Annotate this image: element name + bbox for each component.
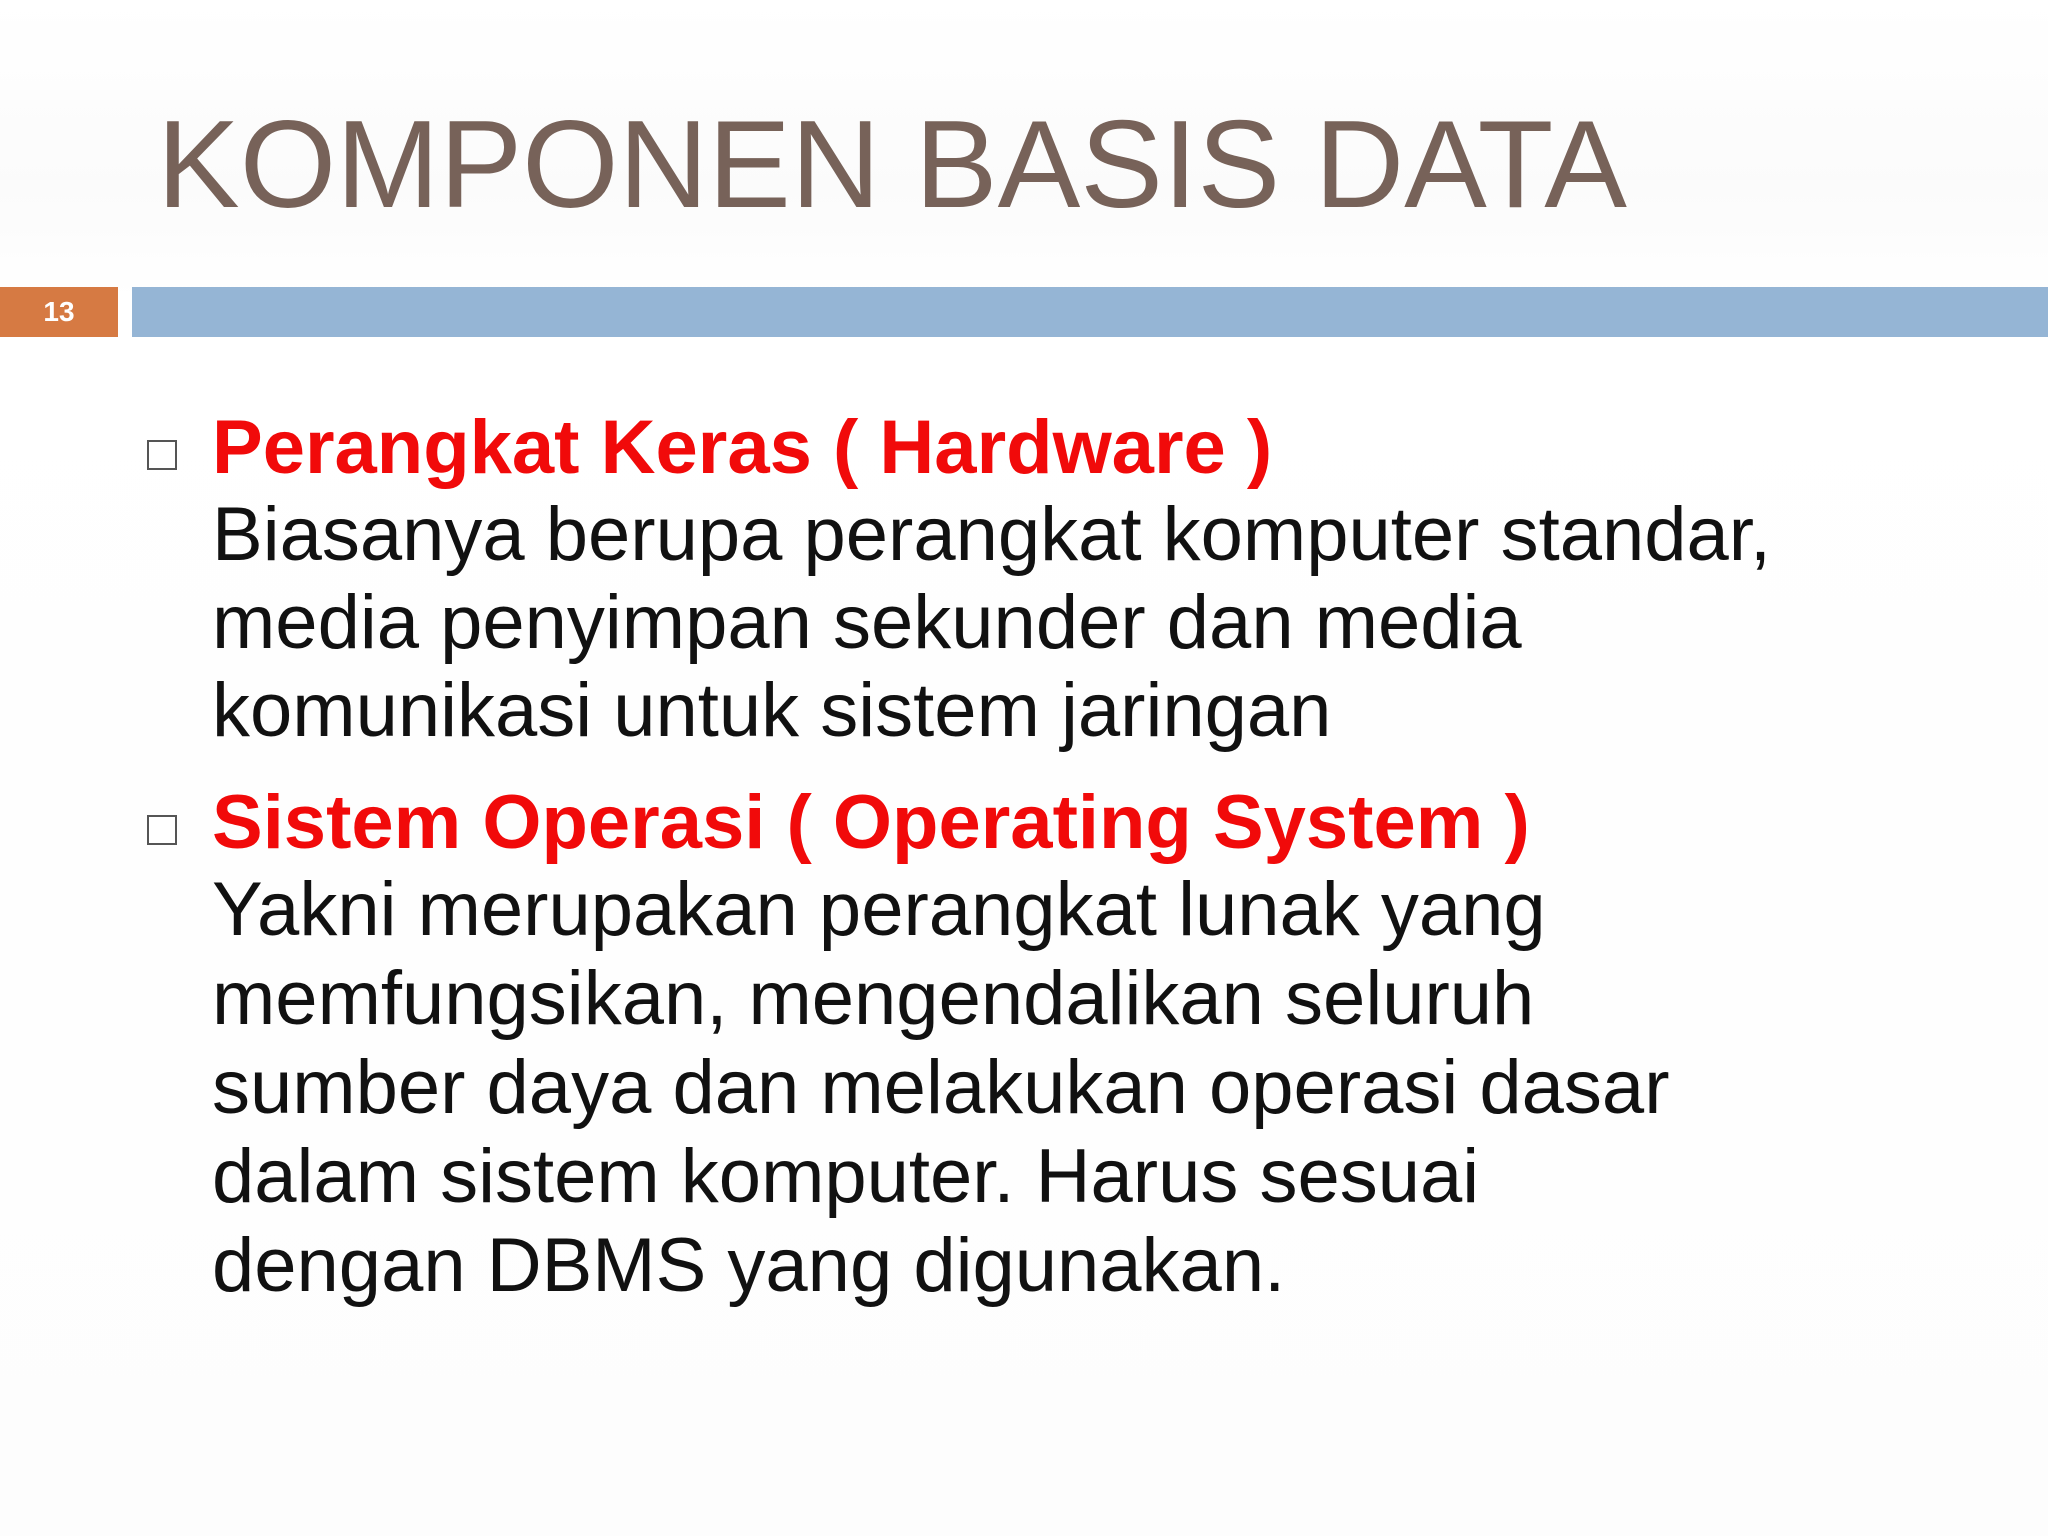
hollow-square-bullet-icon (147, 815, 177, 845)
item-body-line: komunikasi untuk sistem jaringan (212, 668, 1332, 753)
slide-title: KOMPONEN BASIS DATA (157, 96, 1627, 234)
item-heading-hardware: Perangkat Keras ( Hardware ) (212, 405, 1273, 490)
hollow-square-bullet-icon (147, 440, 177, 470)
item-body-line: dalam sistem komputer. Harus sesuai (212, 1134, 1480, 1219)
item-body-line: dengan DBMS yang digunakan. (212, 1223, 1286, 1308)
item-body-line: Biasanya berupa perangkat komputer standar, (212, 492, 1772, 577)
item-body-line: media penyimpan sekunder dan media (212, 580, 1522, 665)
title-divider-bar (132, 287, 2048, 337)
slide-number: 13 (0, 287, 118, 337)
item-heading-operating-system: Sistem Operasi ( Operating System ) (212, 780, 1530, 865)
item-body-line: sumber daya dan melakukan operasi dasar (212, 1045, 1670, 1130)
item-body-line: memfungsikan, mengendalikan seluruh (212, 956, 1535, 1041)
item-body-line: Yakni merupakan perangkat lunak yang (212, 867, 1546, 952)
